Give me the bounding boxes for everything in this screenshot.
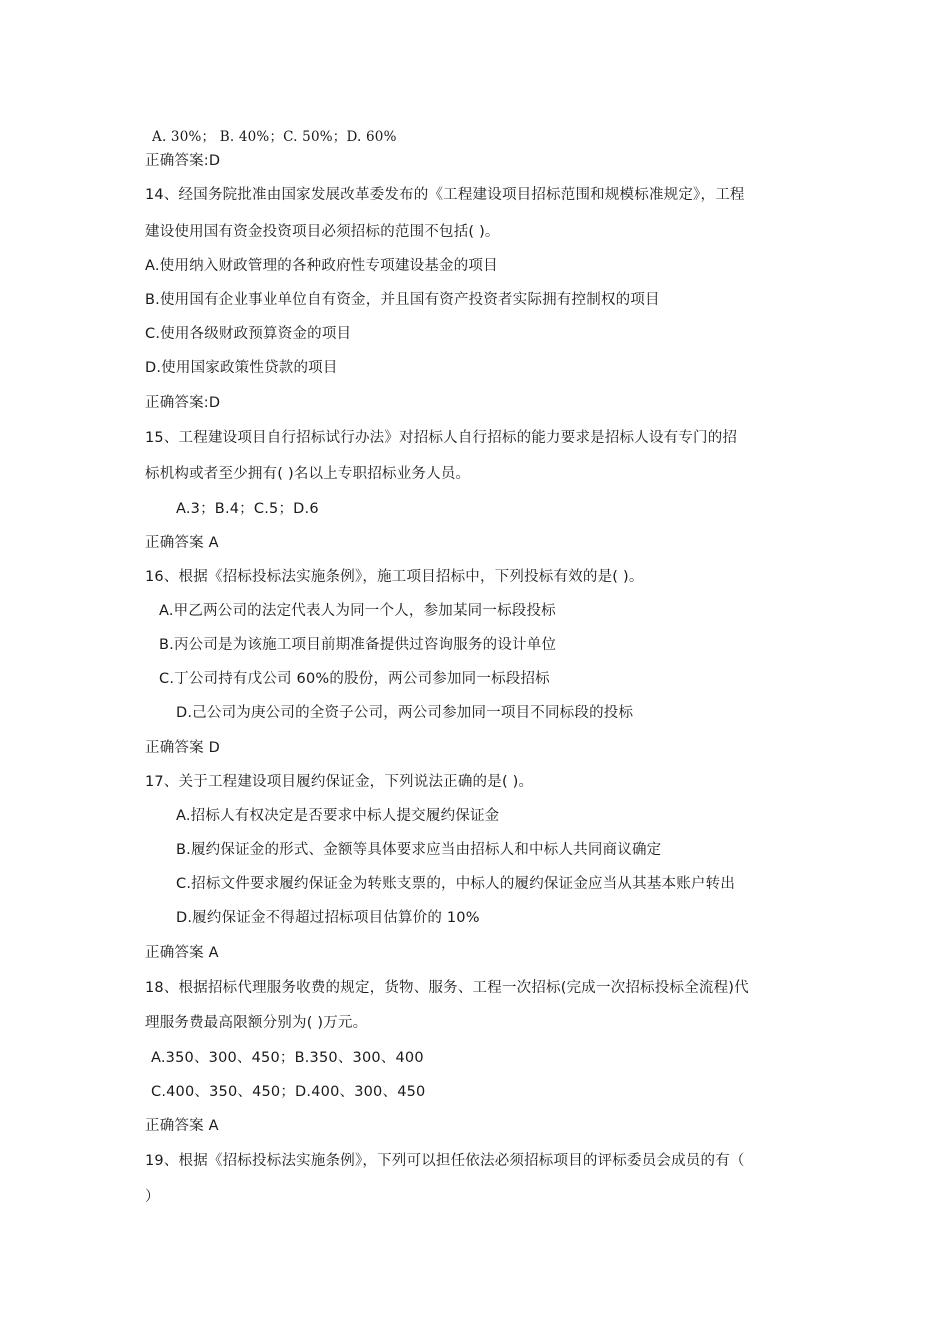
- q18-options-line1: A.350、300、450；B.350、300、400: [151, 1050, 424, 1066]
- q14-answer: 正确答案:D: [145, 395, 221, 411]
- q18-answer: 正确答案 A: [145, 1118, 219, 1134]
- q16-option-a: A.甲乙两公司的法定代表人为同一个人，参加某同一标段投标: [159, 603, 556, 619]
- q14-option-a: A.使用纳入财政管理的各种政府性专项建设基金的项目: [145, 258, 498, 274]
- q18-text-line2: 理服务费最高限额分别为( )万元。: [145, 1015, 368, 1031]
- q16-answer: 正确答案 D: [145, 740, 220, 756]
- q19-text-line1: 19、根据《招标投标法实施条例》，下列可以担任依法必须招标项目的评标委员会成员的有（: [145, 1153, 745, 1169]
- q17-option-d: D.履约保证金不得超过招标项目估算价的 10%: [176, 910, 480, 926]
- q19-text-line2: ）: [145, 1189, 160, 1205]
- q14-option-b: B.使用国有企业事业单位自有资金，并且国有资产投资者实际拥有控制权的项目: [145, 292, 660, 308]
- q15-text-line2: 标机构或者至少拥有( )名以上专职招标业务人员。: [145, 466, 471, 482]
- q14-option-c: C.使用各级财政预算资金的项目: [145, 326, 352, 342]
- q14-text-line2: 建设使用国有资金投资项目必须招标的范围不包括( )。: [145, 224, 500, 240]
- q17-text: 17、关于工程建设项目履约保证金，下列说法正确的是( )。: [145, 774, 534, 790]
- q18-text-line1: 18、根据招标代理服务收费的规定，货物、服务、工程一次招标(完成一次招标投标全流程)代: [145, 980, 749, 996]
- q13-answer: 正确答案:D: [145, 153, 221, 169]
- q17-answer: 正确答案 A: [145, 945, 219, 961]
- q17-option-c: C.招标文件要求履约保证金为转账支票的，中标人的履约保证金应当从其基本账户转出: [176, 876, 736, 892]
- q17-option-a: A.招标人有权决定是否要求中标人提交履约保证金: [176, 808, 500, 824]
- q13-options: A. 30%； B. 40%；C. 50%；D. 60%: [152, 129, 397, 145]
- q18-options-line2: C.400、350、450；D.400、300、450: [151, 1084, 426, 1100]
- q14-text-line1: 14、经国务院批准由国家发展改革委发布的《工程建设项目招标范围和规模标准规定》，工程: [145, 187, 745, 203]
- q14-option-d: D.使用国家政策性贷款的项目: [145, 360, 338, 376]
- q16-text: 16、根据《招标投标法实施条例》，施工项目招标中，下列投标有效的是( )。: [145, 569, 644, 585]
- q16-option-b: B.丙公司是为该施工项目前期准备提供过咨询服务的设计单位: [159, 637, 557, 653]
- q15-text-line1: 15、工程建设项目自行招标试行办法》对招标人自行招标的能力要求是招标人设有专门的招: [145, 430, 738, 446]
- q15-options: A.3；B.4；C.5；D.6: [176, 501, 319, 517]
- q16-option-d: D.己公司为庚公司的全资子公司，两公司参加同一项目不同标段的投标: [176, 705, 634, 721]
- q16-option-c: C.丁公司持有戊公司 60%的股份，两公司参加同一标段招标: [159, 671, 550, 687]
- q17-option-b: B.履约保证金的形式、金额等具体要求应当由招标人和中标人共同商议确定: [176, 842, 662, 858]
- q15-answer: 正确答案 A: [145, 535, 219, 551]
